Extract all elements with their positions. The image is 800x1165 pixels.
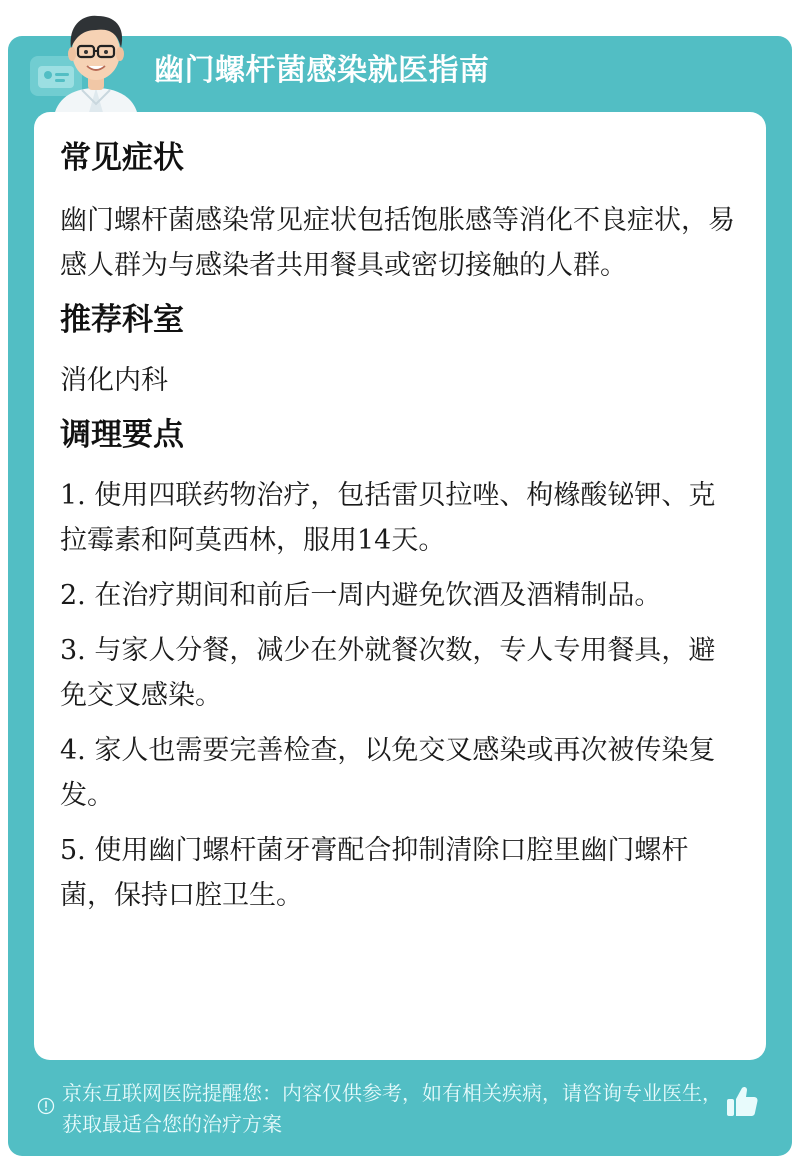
item-number: 4. [60, 735, 86, 766]
list-item [60, 573, 740, 618]
department-heading: 推荐科室 [60, 302, 184, 338]
card-content [60, 136, 740, 928]
care-list [60, 473, 740, 918]
department-text: 消化内科 [60, 365, 168, 396]
doctor-avatar [40, 4, 152, 116]
item-text: 与家人分餐，减少在外就餐次数，专人专用餐具，避免交叉感染。 [60, 635, 716, 711]
item-text: 使用四联药物治疗，包括雷贝拉唑、枸橼酸铋钾、克拉霉素和阿莫西林，服用 [60, 480, 716, 556]
item-number: 1. [60, 480, 86, 511]
item-text: 在治疗期间和前后一周内避免饮酒及酒精制品。 [94, 580, 662, 611]
item-suffix: 天。 [391, 525, 446, 556]
item-number: 2. [60, 580, 86, 611]
page-title: 幽门螺杆菌感染就医指南 [154, 53, 490, 88]
list-item [60, 728, 740, 818]
item-inline-number: 14 [357, 525, 392, 556]
care-heading: 调理要点 [60, 417, 184, 453]
symptoms-heading: 常见症状 [60, 140, 184, 176]
list-item [60, 628, 740, 718]
item-number: 3. [60, 635, 86, 666]
list-item [60, 473, 740, 563]
info-icon [37, 1097, 55, 1115]
content-card [34, 112, 766, 1060]
disclaimer-text: 京东互联网医院提醒您：内容仅供参考，如有相关疾病，请咨询专业医生，获取最适合您的治疗方案 [62, 1081, 722, 1136]
item-text: 家人也需要完善检查，以免交叉感染或再次被传染复发。 [60, 735, 716, 811]
item-text: 使用幽门螺杆菌牙膏配合抑制清除口腔里幽门螺杆菌，保持口腔卫生。 [60, 835, 689, 911]
list-item [60, 828, 740, 918]
item-number: 5. [60, 835, 86, 866]
symptoms-text: 幽门螺杆菌感染常见症状包括饱胀感等消化不良症状，易感人群为与感染者共用餐具或密切接触的人群。 [60, 205, 735, 281]
thumbs-up-icon[interactable] [724, 1084, 760, 1120]
